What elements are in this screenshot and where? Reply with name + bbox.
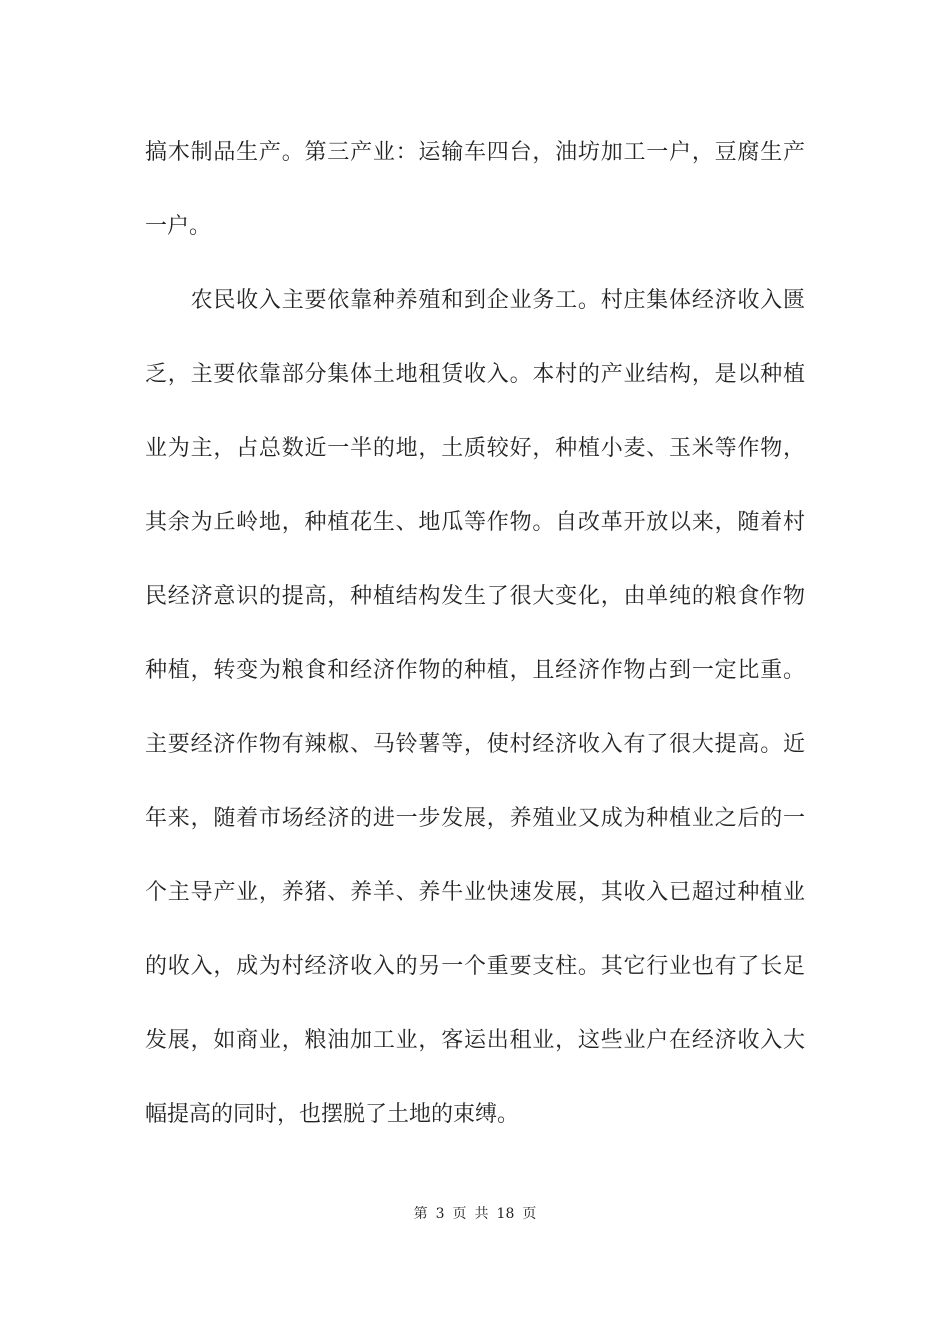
text-line: 种植，转变为粮食和经济作物的种植，且经济作物占到一定比重。: [145, 658, 805, 683]
total-prefix: 共: [474, 1206, 489, 1222]
text-line: 年来，随着市场经济的进一步发展，养殖业又成为种植业之后的一: [145, 806, 805, 831]
text-line: 搞木制品生产。第三产业：运输车四台，油坊加工一户，豆腐生产: [145, 140, 805, 165]
total-page-count: 18: [496, 1206, 515, 1222]
text-line: 乏，主要依靠部分集体土地租赁收入。本村的产业结构，是以种植: [145, 362, 805, 387]
text-line: 发展，如商业，粮油加工业，客运出租业，这些业户在经济收入大: [145, 1028, 805, 1053]
page-footer: [0, 1204, 950, 1224]
text-line: 主要经济作物有辣椒、马铃薯等，使村经济收入有了很大提高。近: [145, 732, 805, 757]
text-line: 业为主，占总数近一半的地，土质较好，种植小麦、玉米等作物，: [145, 436, 805, 461]
current-page-number: 3: [435, 1206, 445, 1222]
text-line: 农民收入主要依靠种养殖和到企业务工。村庄集体经济收入匮: [145, 288, 805, 313]
text-line: 的收入，成为村经济收入的另一个重要支柱。其它行业也有了长足: [145, 954, 805, 979]
text-line: 其余为丘岭地，种植花生、地瓜等作物。自改革开放以来，随着村: [145, 510, 805, 535]
page-prefix: 第: [413, 1206, 428, 1222]
text-line: 一户。: [145, 214, 212, 239]
text-line: 民经济意识的提高，种植结构发生了很大变化，由单纯的粮食作物: [145, 584, 805, 609]
total-unit: 页: [522, 1206, 537, 1222]
text-line: 幅提高的同时，也摆脱了土地的束缚。: [145, 1102, 520, 1127]
page-unit: 页: [452, 1206, 467, 1222]
text-line: 个主导产业，养猪、养羊、养牛业快速发展，其收入已超过种植业: [145, 880, 805, 905]
